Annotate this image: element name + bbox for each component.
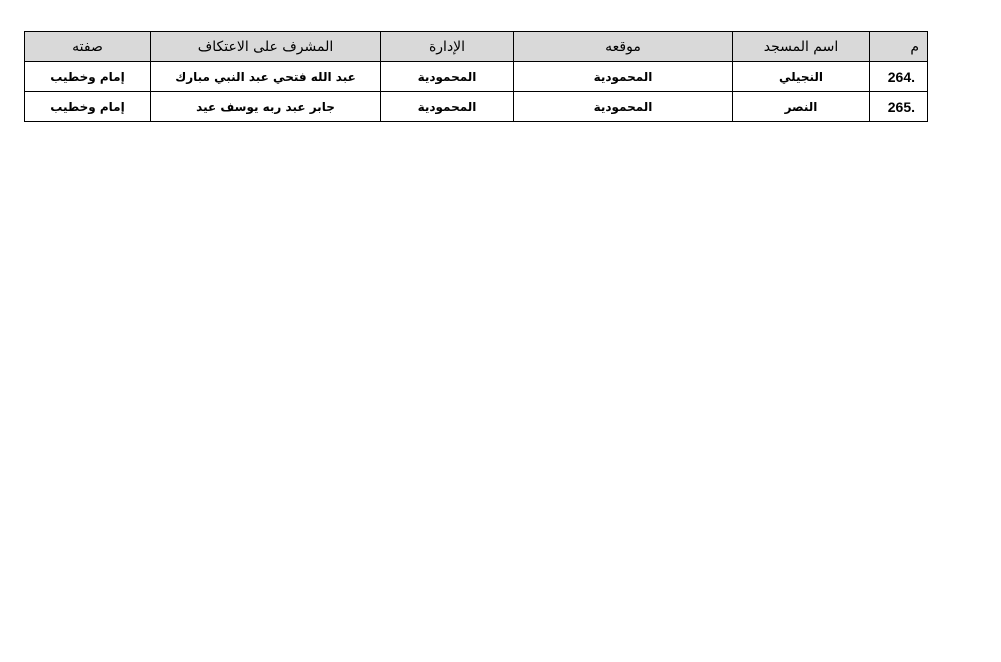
cell-location: المحمودية	[514, 62, 733, 92]
header-administration: الإدارة	[381, 32, 514, 62]
cell-administration: المحمودية	[381, 62, 514, 92]
header-mosque-name: اسم المسجد	[733, 32, 870, 62]
cell-role: إمام وخطيب	[25, 92, 151, 122]
table-header-row	[25, 32, 928, 62]
cell-num: 265.	[870, 92, 928, 122]
cell-num: 264.	[870, 62, 928, 92]
cell-supervisor: جابر عبد ربه يوسف عيد	[151, 92, 381, 122]
header-num: م	[870, 32, 928, 62]
header-role: صفته	[25, 32, 151, 62]
cell-location: المحمودية	[514, 92, 733, 122]
cell-role: إمام وخطيب	[25, 62, 151, 92]
mosque-table	[24, 31, 928, 122]
cell-mosque-name: النصر	[733, 92, 870, 122]
header-location: موقعه	[514, 32, 733, 62]
table-row	[25, 62, 928, 92]
cell-mosque-name: النجيلي	[733, 62, 870, 92]
header-supervisor: المشرف على الاعتكاف	[151, 32, 381, 62]
cell-administration: المحمودية	[381, 92, 514, 122]
document-page	[24, 31, 927, 122]
table-row	[25, 92, 928, 122]
cell-supervisor: عبد الله فتحي عبد النبي مبارك	[151, 62, 381, 92]
